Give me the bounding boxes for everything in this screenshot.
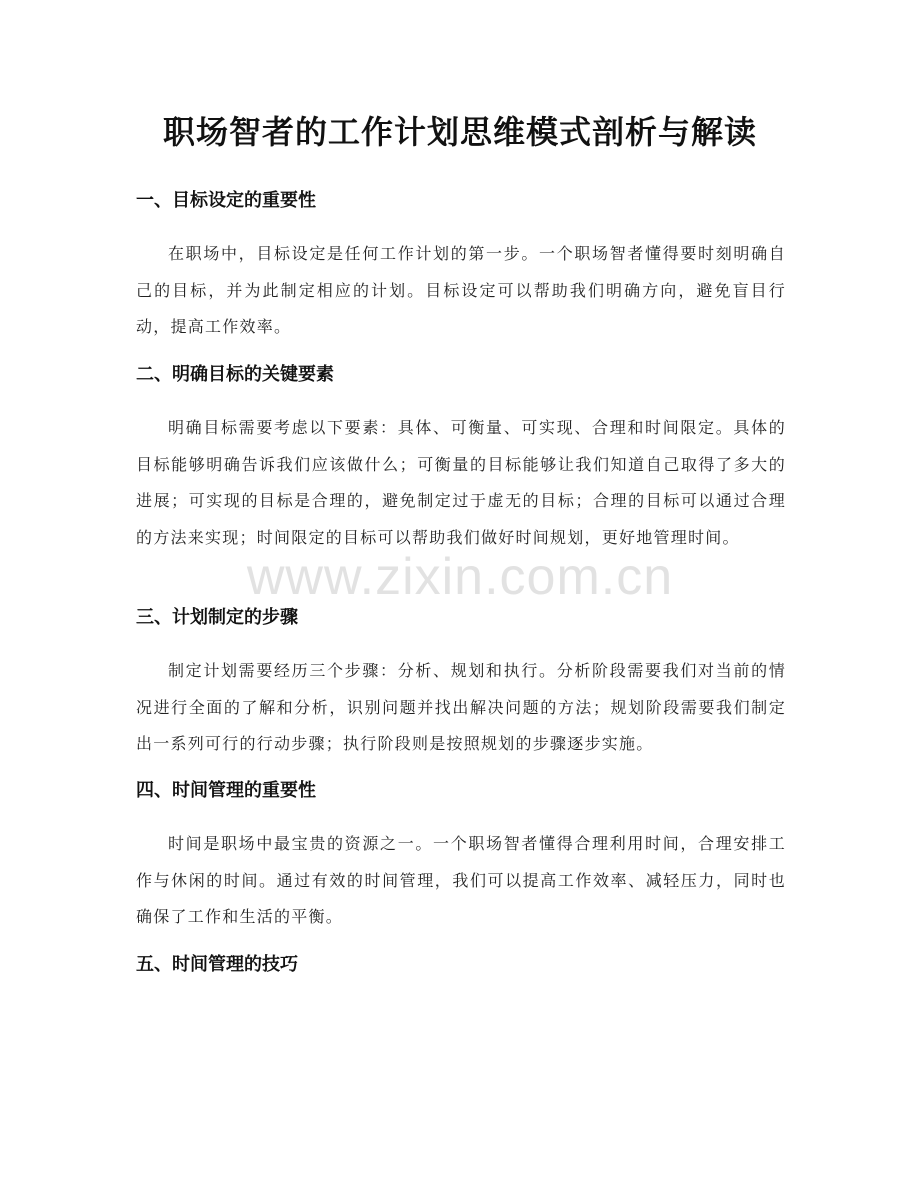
section-paragraph: 时间是职场中最宝贵的资源之一。一个职场智者懂得合理利用时间，合理安排工作与休闲的时间。通过有效的时间管理，我们可以提高工作效率、减轻压力，同时也确保了工作和生活的平衡。 xyxy=(136,834,786,926)
document-title: 职场智者的工作计划思维模式剖析与解读 xyxy=(162,113,757,151)
section-heading: 三、计划制定的步骤 xyxy=(136,607,298,628)
section-key-elements xyxy=(136,360,786,556)
section-paragraph: 在职场中，目标设定是任何工作计划的第一步。一个职场智者懂得要时刻明确自己的目标，并为此制定相应的计划。目标设定可以帮助我们明确方向，避免盲目行动，提高工作效率。 xyxy=(136,244,786,336)
section-heading: 五、时间管理的技巧 xyxy=(136,954,298,975)
section-time-tips xyxy=(136,950,786,980)
watermark: www.zixin.com.cn xyxy=(246,548,674,606)
section-heading: 一、目标设定的重要性 xyxy=(136,190,316,211)
section-heading: 二、明确目标的关键要素 xyxy=(136,364,334,385)
section-time-management xyxy=(136,776,786,936)
section-paragraph: 制定计划需要经历三个步骤：分析、规划和执行。分析阶段需要我们对当前的情况进行全面的了解和分析，识别问题并找出解决问题的方法；规划阶段需要我们制定出一系列可行的行动步骤；执行阶段则是按照规划的步骤逐步实施。 xyxy=(136,661,786,753)
section-paragraph: 明确目标需要考虑以下要素：具体、可衡量、可实现、合理和时间限定。具体的目标能够明确告诉我们应该做什么；可衡量的目标能够让我们知道自己取得了多大的进展；可实现的目标是合理的，避免制定过于虚无的目标；合理的目标可以通过合理的方法来实现；时间限定的目标可以帮助我们做好时间规划，更好地管理时间。 xyxy=(136,418,786,547)
section-heading: 四、时间管理的重要性 xyxy=(136,780,316,801)
section-planning-steps xyxy=(136,603,786,763)
section-goal-setting xyxy=(136,186,786,346)
